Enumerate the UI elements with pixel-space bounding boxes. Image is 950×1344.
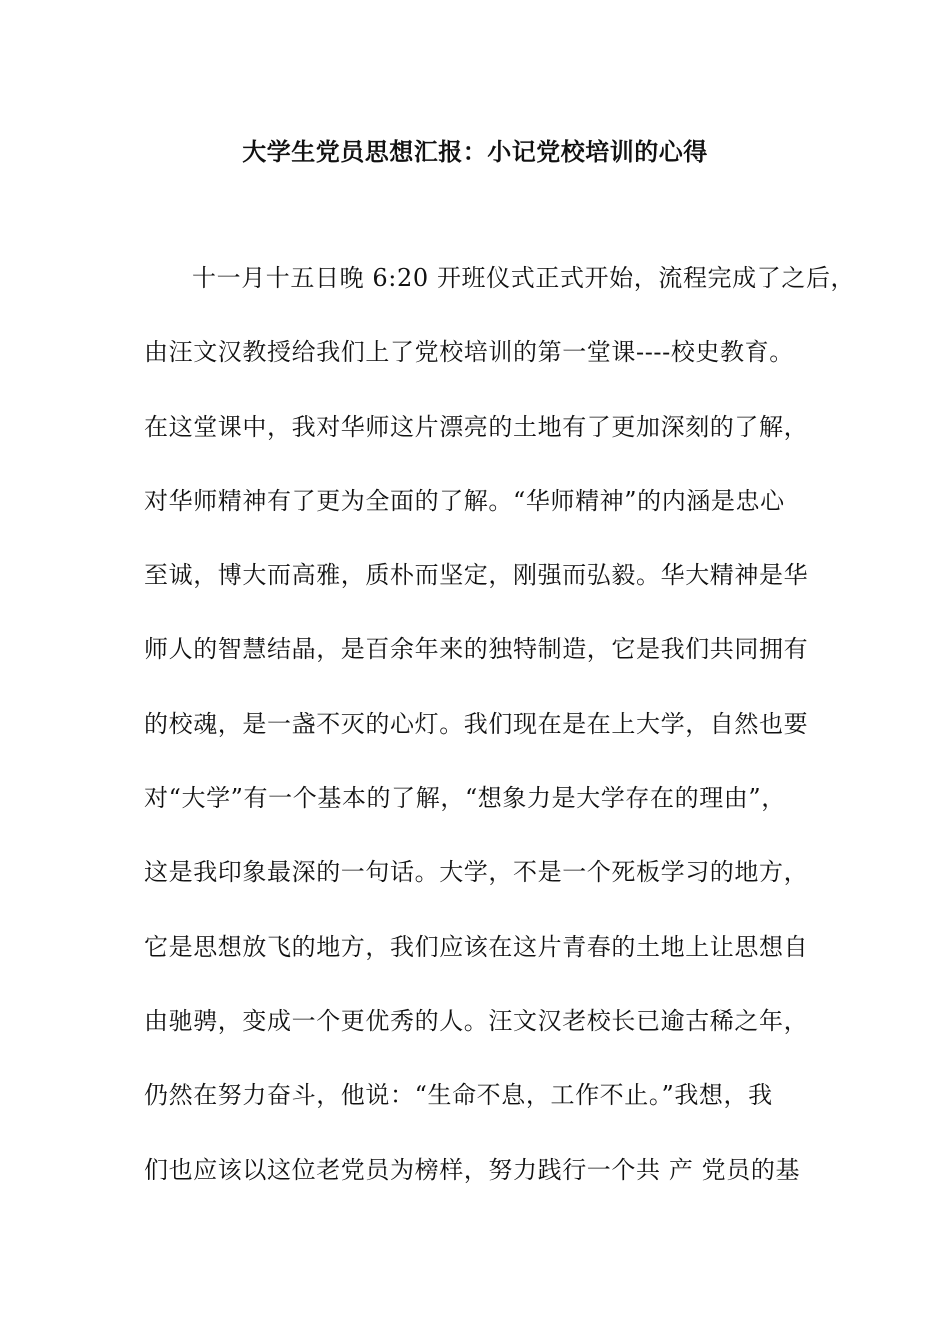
paragraph-line: 对华师精神有了更为全面的了解。“华师精神”的内涵是忠心 (144, 486, 785, 515)
paragraph-line: 十一月十五日晚 6:20 开班仪式正式开始，流程完成了之后， (192, 264, 856, 292)
paragraph-line: 它是思想放飞的地方，我们应该在这片青春的土地上让思想自 (144, 932, 809, 961)
paragraph-line: 由汪文汉教授给我们上了党校培训的第一堂课----校史教育。 (144, 338, 794, 367)
document-title: 大学生党员思想汇报：小记党校培训的心得 (242, 137, 708, 166)
paragraph-line: 仍然在努力奋斗，他说：“生命不息，工作不止。”我想，我 (144, 1081, 773, 1110)
paragraph-line: 由驰骋，变成一个更优秀的人。汪文汉老校长已逾古稀之年， (144, 1006, 809, 1035)
paragraph-line: 对“大学”有一个基本的了解，“想象力是大学存在的理由”， (144, 784, 786, 813)
paragraph-line: 师人的智慧结晶，是百余年来的独特制造，它是我们共同拥有 (144, 635, 809, 664)
document-body (144, 258, 856, 1224)
paragraph-line: 的校魂，是一盏不灭的心灯。我们现在是在上大学，自然也要 (144, 709, 809, 738)
paragraph-line: 至诚，博大而高雅，质朴而坚定，刚强而弘毅。华大精神是华 (144, 561, 809, 590)
paragraph-line: 在这堂课中，我对华师这片漂亮的土地有了更加深刻的了解， (144, 412, 809, 441)
paragraph-line: 们也应该以这位老党员为榜样，努力践行一个共 产 党员的基 (144, 1155, 801, 1184)
paragraph-line: 这是我印象最深的一句话。大学，不是一个死板学习的地方， (144, 858, 809, 887)
